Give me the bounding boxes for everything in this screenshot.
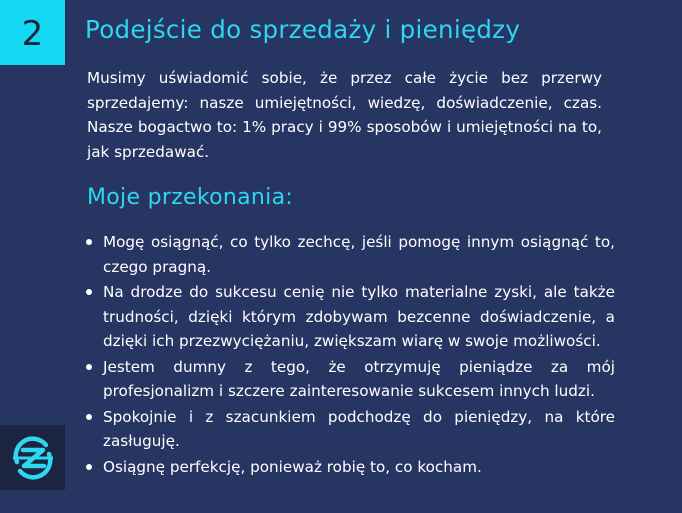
currency-z-logo-icon bbox=[8, 433, 58, 483]
belief-text: Mogę osiągnąć, co tylko zechcę, jeśli pomogę innym osiągnąć to, czego pragną. bbox=[103, 233, 615, 276]
belief-text: Spokojnie i z szacunkiem podchodzę do pieniędzy, na które zasługuję. bbox=[103, 407, 615, 450]
belief-text: Jestem dumny z tego, że otrzymuję pieniądze za mój profesjonalizm i szczere zainteresowanie sukcesem innych ludzi. bbox=[103, 357, 615, 400]
bullet-icon bbox=[86, 289, 92, 295]
page-title: Podejście do sprzedaży i pieniędzy bbox=[85, 15, 521, 44]
belief-item bbox=[84, 405, 615, 454]
logo-badge bbox=[0, 425, 65, 490]
belief-text: Osiągnę perfekcję, ponieważ robię to, co kocham. bbox=[103, 457, 482, 476]
section-number: 2 bbox=[21, 13, 44, 54]
bullet-icon bbox=[86, 239, 92, 245]
bullet-icon bbox=[86, 464, 92, 470]
belief-item bbox=[84, 355, 615, 404]
belief-item bbox=[84, 230, 615, 279]
belief-text: Na drodze do sukcesu cenię nie tylko materialne zyski, ale także trudności, dzięki którym zdobywam bezcenne doświadczenie, a dzięki ich przezwyciężaniu, zwiększam wiarę w swoje możliwości. bbox=[103, 283, 615, 350]
belief-item bbox=[84, 280, 615, 354]
bullet-icon bbox=[86, 414, 92, 420]
beliefs-list bbox=[84, 230, 615, 480]
section-number-badge bbox=[0, 0, 65, 65]
beliefs-heading: Moje przekonania: bbox=[87, 185, 294, 210]
intro-paragraph: Musimy uświadomić sobie, że przez całe życie bez przerwy sprzedajemy: nasze umiejętności, wiedzę, doświadczenie, czas. Nasze bogactwo to: 1% pracy i 99% sposobów i umiejętności na to, jak sprzedawać. bbox=[87, 69, 602, 161]
bullet-icon bbox=[86, 364, 92, 370]
belief-item bbox=[84, 455, 615, 480]
